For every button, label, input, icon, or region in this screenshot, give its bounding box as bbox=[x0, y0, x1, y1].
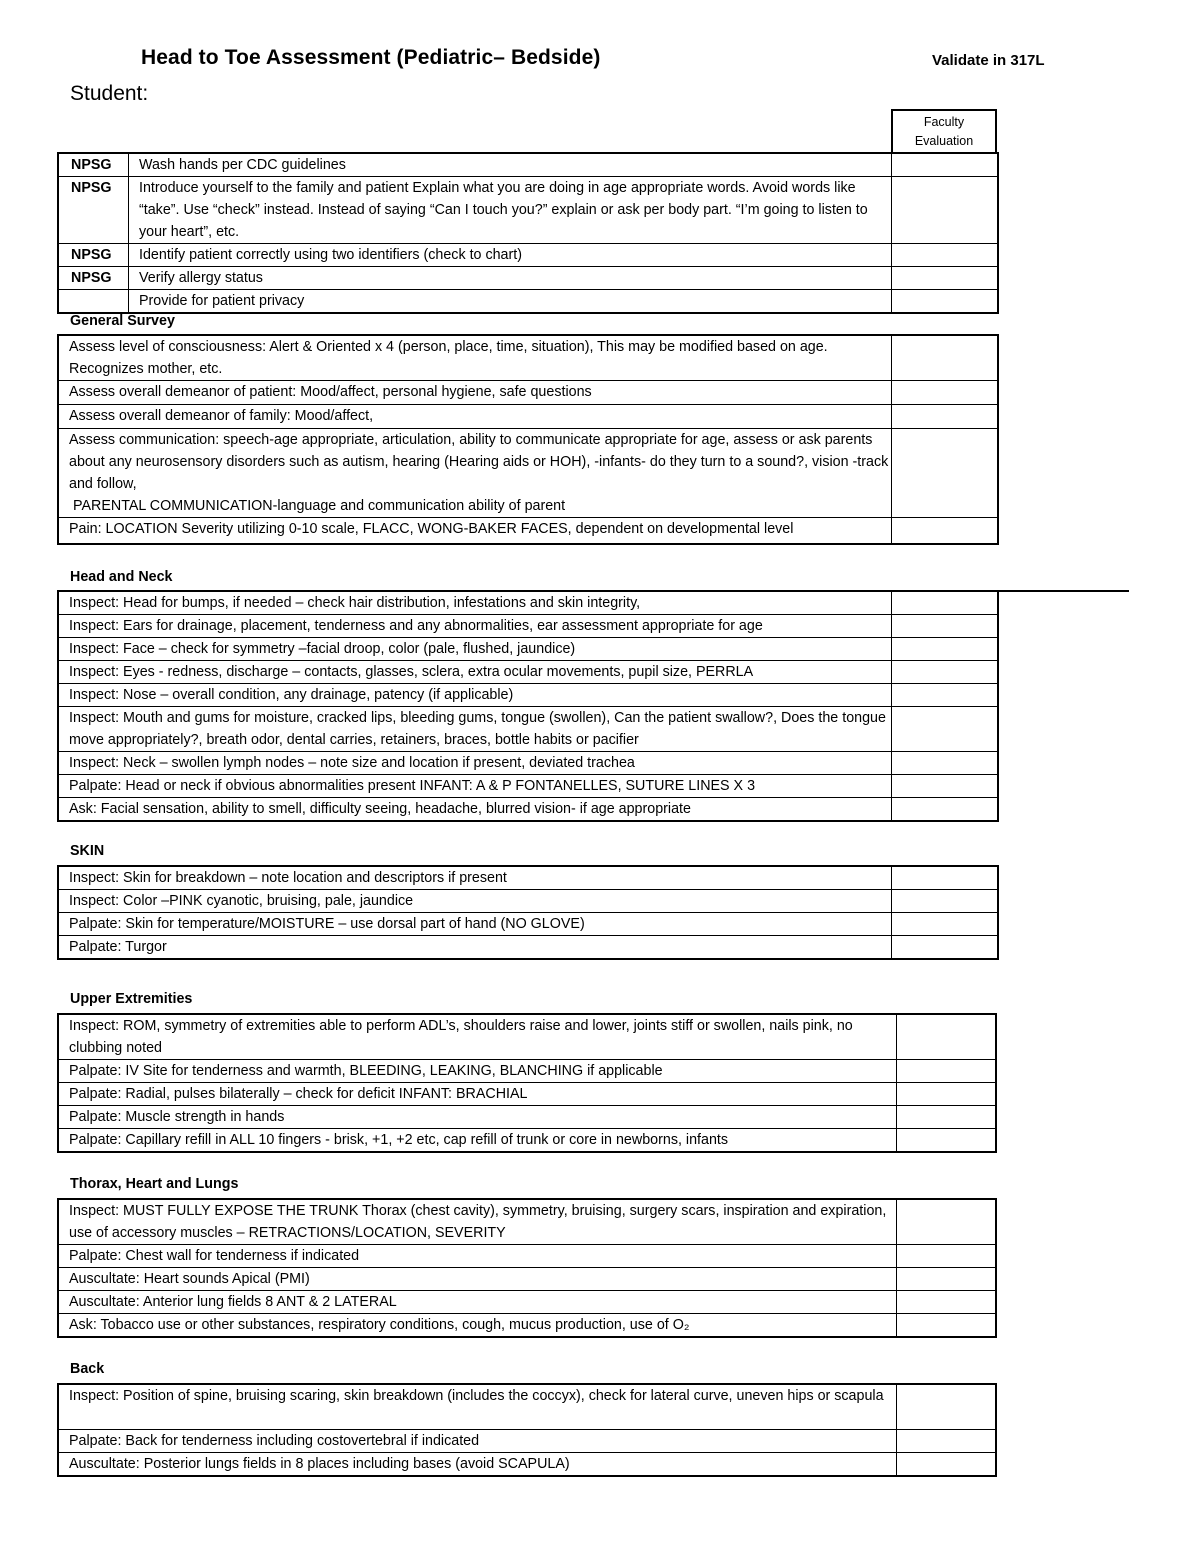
assessment-item: Introduce yourself to the family and patient Explain what you are doing in age appropriate words. Avoid words like “take”. Use “check” instead. Instead of saying “Can I touch you?” explain or ask per body part. “I’m going to listen to your heart”, etc. bbox=[129, 177, 892, 244]
faculty-evaluation-cell[interactable] bbox=[897, 1106, 996, 1129]
faculty-evaluation-cell[interactable] bbox=[892, 267, 998, 290]
table-row bbox=[59, 684, 998, 707]
npsg-tag: NPSG bbox=[59, 244, 129, 267]
assessment-item: Inspect: Mouth and gums for moisture, cracked lips, bleeding gums, tongue (swollen), Can the patient swallow?, Does the tongue move appropriately?, breath odor, dental carries, retainers, braces, bottle habits or pacifier bbox=[59, 707, 892, 752]
assessment-item: Inspect: Skin for breakdown – note location and descriptors if present bbox=[59, 867, 892, 890]
assessment-item: Auscultate: Posterior lungs fields in 8 places including bases (avoid SCAPULA) bbox=[59, 1453, 897, 1476]
assessment-item: Palpate: Chest wall for tenderness if indicated bbox=[59, 1245, 897, 1268]
assessment-item: Inspect: MUST FULLY EXPOSE THE TRUNK Thorax (chest cavity), symmetry, bruising, surgery scars, inspiration and expiration, use of accessory muscles – RETRACTIONS/LOCATION, SEVERITY bbox=[59, 1200, 897, 1245]
faculty-evaluation-cell[interactable] bbox=[892, 429, 998, 518]
npsg-tag bbox=[59, 290, 129, 313]
section-title-head-neck: Head and Neck bbox=[70, 569, 173, 585]
faculty-evaluation-cell[interactable] bbox=[892, 154, 998, 177]
upper-extremities-table bbox=[58, 1014, 996, 1152]
faculty-evaluation-line1: Faculty bbox=[923, 115, 965, 129]
page-title: Head to Toe Assessment (Pediatric– Bedside) bbox=[141, 46, 601, 69]
table-row bbox=[59, 244, 998, 267]
faculty-evaluation-cell[interactable] bbox=[892, 244, 998, 267]
table-row bbox=[59, 1129, 996, 1152]
parental-communication-text: PARENTAL COMMUNICATION-language and communication ability of parent bbox=[73, 498, 566, 514]
table-row bbox=[59, 707, 998, 752]
assessment-item: Inspect: Head for bumps, if needed – check hair distribution, infestations and skin integrity, bbox=[59, 592, 892, 615]
faculty-evaluation-cell[interactable] bbox=[892, 913, 998, 936]
section-title-upper-extremities: Upper Extremities bbox=[70, 991, 193, 1007]
assessment-item: Identify patient correctly using two identifiers (check to chart) bbox=[129, 244, 892, 267]
table-row bbox=[59, 429, 998, 518]
validate-note: Validate in 317L bbox=[932, 52, 1045, 69]
faculty-evaluation-cell[interactable] bbox=[892, 798, 998, 821]
table-row bbox=[59, 336, 998, 381]
faculty-evaluation-cell[interactable] bbox=[897, 1268, 996, 1291]
section-title-skin: SKIN bbox=[70, 843, 105, 859]
table-row bbox=[59, 1268, 996, 1291]
table-row bbox=[59, 1291, 996, 1314]
table-row bbox=[59, 1083, 996, 1106]
table-row bbox=[59, 798, 998, 821]
assessment-item: Auscultate: Anterior lung fields 8 ANT & 2 LATERAL bbox=[59, 1291, 897, 1314]
assessment-item bbox=[59, 429, 892, 518]
general-survey-table bbox=[58, 335, 998, 544]
table-row bbox=[59, 1430, 996, 1453]
faculty-evaluation-cell[interactable] bbox=[897, 1314, 996, 1337]
table-row bbox=[59, 1106, 996, 1129]
section-title-thorax: Thorax, Heart and Lungs bbox=[70, 1176, 239, 1192]
faculty-evaluation-cell[interactable] bbox=[897, 1291, 996, 1314]
faculty-evaluation-cell[interactable] bbox=[892, 381, 998, 405]
assessment-item: Palpate: IV Site for tenderness and warmth, BLEEDING, LEAKING, BLANCHING if applicable bbox=[59, 1060, 897, 1083]
faculty-evaluation-header bbox=[891, 109, 997, 153]
faculty-evaluation-cell[interactable] bbox=[892, 936, 998, 959]
assessment-item: Wash hands per CDC guidelines bbox=[129, 154, 892, 177]
assessment-item: Palpate: Head or neck if obvious abnormalities present INFANT: A & P FONTANELLES, SUTURE LINES X 3 bbox=[59, 775, 892, 798]
assessment-item: Provide for patient privacy bbox=[129, 290, 892, 313]
student-label: Student: bbox=[70, 82, 149, 105]
table-row bbox=[59, 661, 998, 684]
table-row bbox=[59, 615, 998, 638]
table-row bbox=[59, 1314, 996, 1337]
faculty-evaluation-cell[interactable] bbox=[892, 707, 998, 752]
faculty-evaluation-cell[interactable] bbox=[892, 177, 998, 244]
table-row bbox=[59, 890, 998, 913]
divider-line bbox=[997, 590, 1129, 592]
table-row bbox=[59, 518, 998, 544]
assessment-item: Inspect: Face – check for symmetry –facial droop, color (pale, flushed, jaundice) bbox=[59, 638, 892, 661]
assessment-item: Inspect: Color –PINK cyanotic, bruising, pale, jaundice bbox=[59, 890, 892, 913]
table-row bbox=[59, 592, 998, 615]
assessment-item: Palpate: Muscle strength in hands bbox=[59, 1106, 897, 1129]
faculty-evaluation-cell[interactable] bbox=[892, 638, 998, 661]
assessment-item: Assess level of consciousness: Alert & Oriented x 4 (person, place, time, situation), This may be modified based on age. Recognizes mother, etc. bbox=[59, 336, 892, 381]
assessment-item: Inspect: Eyes - redness, discharge – contacts, glasses, sclera, extra ocular movements, pupil size, PERRLA bbox=[59, 661, 892, 684]
assessment-item: Palpate: Back for tenderness including costovertebral if indicated bbox=[59, 1430, 897, 1453]
faculty-evaluation-cell[interactable] bbox=[897, 1129, 996, 1152]
assessment-item: Ask: Tobacco use or other substances, respiratory conditions, cough, mucus production, use of O₂ bbox=[59, 1314, 897, 1337]
table-row bbox=[59, 1200, 996, 1245]
assessment-item: Inspect: Nose – overall condition, any drainage, patency (if applicable) bbox=[59, 684, 892, 707]
skin-table bbox=[58, 866, 998, 959]
table-row bbox=[59, 1453, 996, 1476]
table-row bbox=[59, 154, 998, 177]
assessment-item: Inspect: Position of spine, bruising scaring, skin breakdown (includes the coccyx), check for lateral curve, uneven hips or scapula bbox=[59, 1385, 897, 1430]
faculty-evaluation-cell[interactable] bbox=[892, 890, 998, 913]
assessment-item: Inspect: ROM, symmetry of extremities able to perform ADL’s, shoulders raise and lower, joints stiff or swollen, nails pink, no clubbing noted bbox=[59, 1015, 897, 1060]
back-table bbox=[58, 1384, 996, 1476]
intro-table bbox=[58, 153, 998, 313]
table-row bbox=[59, 177, 998, 244]
table-row bbox=[59, 1060, 996, 1083]
npsg-tag: NPSG bbox=[59, 154, 129, 177]
assessment-item: Inspect: Ears for drainage, placement, tenderness and any abnormalities, ear assessment appropriate for age bbox=[59, 615, 892, 638]
table-row bbox=[59, 936, 998, 959]
table-row bbox=[59, 775, 998, 798]
table-row bbox=[59, 1385, 996, 1430]
faculty-evaluation-cell[interactable] bbox=[897, 1200, 996, 1245]
faculty-evaluation-cell[interactable] bbox=[892, 615, 998, 638]
communication-text: Assess communication: speech-age appropriate, articulation, ability to communicate appropriate for age, assess or ask parents about any neurosensory disorders such as autism, hearing (Hearing aids or HOH), -infants- do they turn to a sound?, vision -track and follow, bbox=[69, 432, 889, 492]
faculty-evaluation-cell[interactable] bbox=[892, 336, 998, 381]
faculty-evaluation-cell[interactable] bbox=[892, 592, 998, 615]
assessment-item: Palpate: Turgor bbox=[59, 936, 892, 959]
faculty-evaluation-cell[interactable] bbox=[892, 775, 998, 798]
assessment-item: Inspect: Neck – swollen lymph nodes – note size and location if present, deviated trachea bbox=[59, 752, 892, 775]
faculty-evaluation-cell[interactable] bbox=[897, 1430, 996, 1453]
faculty-evaluation-cell[interactable] bbox=[897, 1453, 996, 1476]
table-row bbox=[59, 752, 998, 775]
faculty-evaluation-cell[interactable] bbox=[897, 1245, 996, 1268]
faculty-evaluation-cell[interactable] bbox=[897, 1060, 996, 1083]
faculty-evaluation-line2: Evaluation bbox=[914, 134, 974, 148]
table-row bbox=[59, 867, 998, 890]
faculty-evaluation-cell[interactable] bbox=[892, 518, 998, 544]
assessment-item: Assess overall demeanor of patient: Mood/affect, personal hygiene, safe questions bbox=[59, 381, 892, 405]
head-neck-table bbox=[58, 591, 998, 821]
assessment-item: Pain: LOCATION Severity utilizing 0-10 scale, FLACC, WONG-BAKER FACES, dependent on developmental level bbox=[59, 518, 892, 544]
assessment-item: Auscultate: Heart sounds Apical (PMI) bbox=[59, 1268, 897, 1291]
assessment-item: Verify allergy status bbox=[129, 267, 892, 290]
thorax-table bbox=[58, 1199, 996, 1337]
faculty-evaluation-cell[interactable] bbox=[892, 405, 998, 429]
faculty-evaluation-cell[interactable] bbox=[892, 661, 998, 684]
assessment-item: Assess overall demeanor of family: Mood/affect, bbox=[59, 405, 892, 429]
table-row bbox=[59, 381, 998, 405]
faculty-evaluation-cell[interactable] bbox=[892, 684, 998, 707]
table-row bbox=[59, 638, 998, 661]
faculty-evaluation-cell[interactable] bbox=[892, 290, 998, 313]
assessment-item: Ask: Facial sensation, ability to smell, difficulty seeing, headache, blurred vision- if age appropriate bbox=[59, 798, 892, 821]
table-row bbox=[59, 290, 998, 313]
faculty-evaluation-cell[interactable] bbox=[897, 1083, 996, 1106]
assessment-item: Palpate: Capillary refill in ALL 10 fingers - brisk, +1, +2 etc, cap refill of trunk or core in newborns, infants bbox=[59, 1129, 897, 1152]
table-row bbox=[59, 405, 998, 429]
assessment-item: Palpate: Radial, pulses bilaterally – check for deficit INFANT: BRACHIAL bbox=[59, 1083, 897, 1106]
assessment-item: Palpate: Skin for temperature/MOISTURE – use dorsal part of hand (NO GLOVE) bbox=[59, 913, 892, 936]
npsg-tag: NPSG bbox=[59, 177, 129, 244]
section-title-back: Back bbox=[70, 1361, 105, 1377]
table-row bbox=[59, 1245, 996, 1268]
faculty-evaluation-cell[interactable] bbox=[892, 867, 998, 890]
table-row bbox=[59, 1015, 996, 1060]
faculty-evaluation-cell[interactable] bbox=[897, 1015, 996, 1060]
table-row bbox=[59, 913, 998, 936]
section-title-general-survey: General Survey bbox=[70, 313, 175, 329]
faculty-evaluation-cell[interactable] bbox=[897, 1385, 996, 1430]
table-row bbox=[59, 267, 998, 290]
faculty-evaluation-cell[interactable] bbox=[892, 752, 998, 775]
npsg-tag: NPSG bbox=[59, 267, 129, 290]
